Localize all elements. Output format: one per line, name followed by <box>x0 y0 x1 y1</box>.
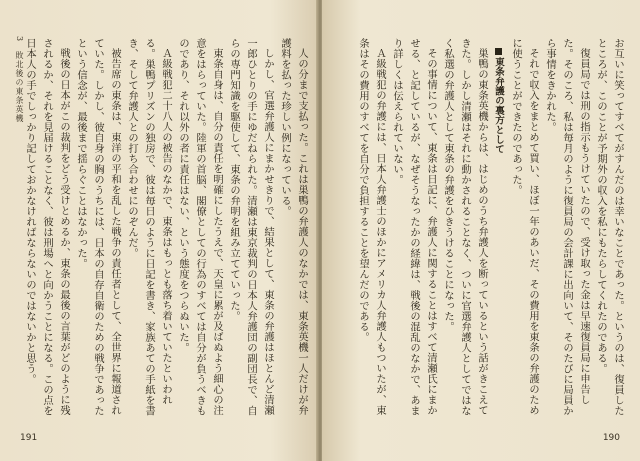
right-page-body <box>332 38 626 418</box>
paragraph: Ａ級戦犯二十八人の被告のなかで、東条はもっとも落ち着いていたといわれる。巣鴨プリズンの独房で、彼は毎日のように日記を書き、家族あての手紙を書き、そして弁護人との打ち合わせにのぞんだ。 <box>126 38 172 416</box>
paragraph: 被告席の東条は、東洋の平和を乱した戦争の責任者として、全世界に報道されていた。しかし、彼自身の胸のうちには、日本の自存自衛のための戦争であったという信念が、最後まで揺らぐことはなかった。 <box>75 38 121 416</box>
paragraph: その事情について、東条は日記に、弁護人に関することはすべて清瀬氏にまかせる、と記しているが、なぜそうなったかの経緯は、戦後の混乱のなかで、あまり詳しくは伝えられていない。 <box>391 38 437 416</box>
section-heading <box>490 38 507 418</box>
paragraph: 戦後の日本がこの裁判をどう受けとめるか、東条の最後の言葉がどのように残されるか、それを見届けることなく、彼は刑場へと向かうことになる。この点を日本人の手でしっかり記しておかなければならないのではないかと思う。 <box>24 38 70 416</box>
paragraph: 巣鴨の東条英機からは、はじめのうち弁護人を断っているという話がきこえてきた。しかし清瀬はそれに動かされることなく、ついに官選弁護人としてではなく私選の弁護人として東条の弁護をひきうけることになった。 <box>442 38 488 416</box>
page-number: 190 <box>602 433 620 443</box>
page-number: 191 <box>20 433 38 443</box>
paragraph: 復員局では刑の指示もうけていたので、受け取った金は早速復員局に申告した。そのころ、私は毎月のように復員局の会計課に出向いて、そのたびに局員から事情をきかれた。 <box>544 38 590 416</box>
paragraph: お互いに笑ってすべてがすんだのは幸いなことであった。というのは、復員したところが、このことが予期外の収入を私にもたらしてくれたのである。 <box>595 38 624 416</box>
paragraph: 人の分まで支払った。これは巣鴨の弁護人のなかでは、東条英機一人だけが弁護料を払った珍しい例になっている。 <box>279 38 308 416</box>
square-bullet-icon <box>495 48 502 55</box>
section-title: 東条弁護の裏方として <box>493 56 504 154</box>
paragraph: 東条自身は、自分の責任を明確にしたうえで、天皇に累が及ばぬよう細心の注意をはらっていた。陸軍の首脳、閣僚としての行為のすべては自分が負うべきものであり、それ以外の者に責任はない、という態度をつらぬいた。 <box>177 38 223 416</box>
right-page <box>322 0 640 461</box>
left-page <box>0 0 318 461</box>
paragraph: Ａ級戦犯の弁護には、日本人弁護士のほかにアメリカ人弁護人もついたが、東条はその費用のすべてを自分で負担することを望んだのである。 <box>357 38 386 416</box>
running-head: 3 敗北後の東条英機 <box>15 36 24 124</box>
paragraph: しかし、官選弁護人にまかせきりで、結果として、東条の弁護はほとんど清瀬一郎ひとりの手にゆだねられた。清瀬は東京裁判の日本人弁護団の副団長で、自らの専門知識を駆使して、東条の弁明を組み立てていった。 <box>228 38 274 416</box>
paragraph: それで収入をまとめて買い、ほぼ一年のあいだ、その費用を東条の弁護のために使うことができたのであった。 <box>510 38 539 416</box>
left-page-body <box>24 38 310 418</box>
